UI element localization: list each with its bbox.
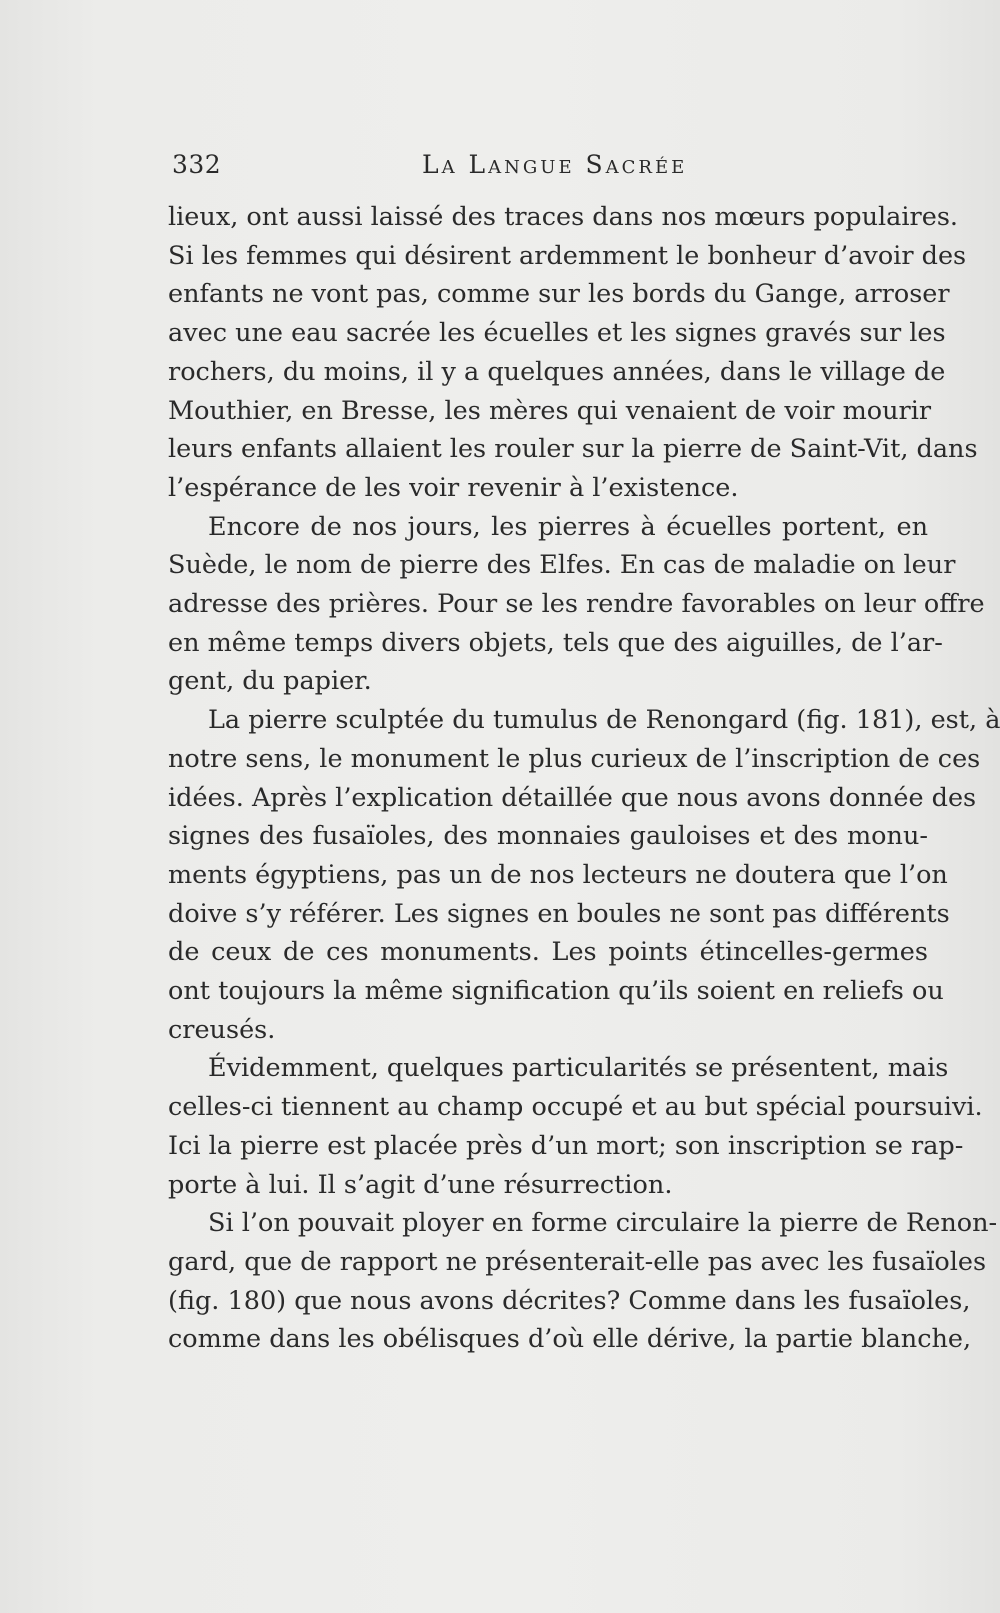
text-line: doive s’y référer. Les signes en boules ne sont pas différents [168,898,950,929]
text-line: rochers, du moins, il y a quelques années, dans le village de [168,356,946,387]
text-line: signes des fusaïoles, des monnaies gauloises et des monu- [168,821,928,852]
paragraph [168,508,985,702]
text-line: notre sens, le monument le plus curieux de l’inscription de ces [168,743,981,774]
text-line: celles-ci tiennent au champ occupé et au but spécial poursuivi. [168,1092,983,1123]
text-line: avec une eau sacrée les écuelles et les signes gravés sur les [168,318,946,349]
text-line: enfants ne vont pas, comme sur les bords du Gange, arroser [168,279,950,310]
paragraph [168,701,1000,1049]
text-line: Évidemment, quelques particularités se présentent, mais [208,1053,949,1084]
text-line: ont toujours la même signification qu’ils soient en reliefs ou [168,976,944,1007]
text-line: Encore de nos jours, les pierres à écuelles portent, en [208,511,928,542]
text-line: La pierre sculptée du tumulus de Renongard (fig. 181), est, à [208,705,1000,736]
running-title: La Langue Sacrée [422,150,688,179]
text-line: idées. Après l’explication détaillée que nous avons donnée des [168,782,977,813]
text-line: creusés. [168,1014,276,1045]
text-line: (fig. 180) que nous avons décrites? Comme dans les fusaïoles, [168,1285,971,1316]
text-line: adresse des prières. Pour se les rendre favorables on leur offre [168,589,985,620]
text-line: Ici la pierre est placée près d’un mort; son inscription se rap- [168,1130,964,1161]
paragraph [168,1049,983,1204]
text-line: lieux, ont aussi laissé des traces dans nos mœurs populaires. [168,202,959,232]
text-line: Si l’on pouvait ployer en forme circulaire la pierre de Renon- [208,1208,998,1239]
text-line: l’espérance de les voir revenir à l’existence. [168,472,739,503]
text-line: Suède, le nom de pierre des Elfes. En cas de maladie on leur [168,550,956,581]
text-line: gent, du papier. [168,666,372,697]
text-line: Mouthier, en Bresse, les mères qui venaient de voir mourir [168,395,932,426]
page-header [172,150,927,186]
text-line: en même temps divers objets, tels que des aiguilles, de l’ar- [168,627,943,658]
text-line: de ceux de ces monuments. Les points étincelles-germes [168,937,928,968]
text-line: leurs enfants allaient les rouler sur la pierre de Saint-Vit, dans [168,434,978,465]
page-number: 332 [172,150,222,179]
text-line: Si les femmes qui désirent ardemment le bonheur d’avoir des [168,240,967,271]
paragraph [168,198,978,508]
text-line: comme dans les obélisques d’où elle dérive, la partie blanche, [168,1324,972,1355]
text-line: gard, que de rapport ne présenterait-elle pas avec les fusaïoles [168,1246,987,1277]
text-line: ments égyptiens, pas un de nos lecteurs ne doutera que l’on [168,859,948,890]
paragraph [168,1204,998,1359]
body-text [168,198,1000,1359]
text-line: porte à lui. Il s’agit d’une résurrection. [168,1169,673,1200]
